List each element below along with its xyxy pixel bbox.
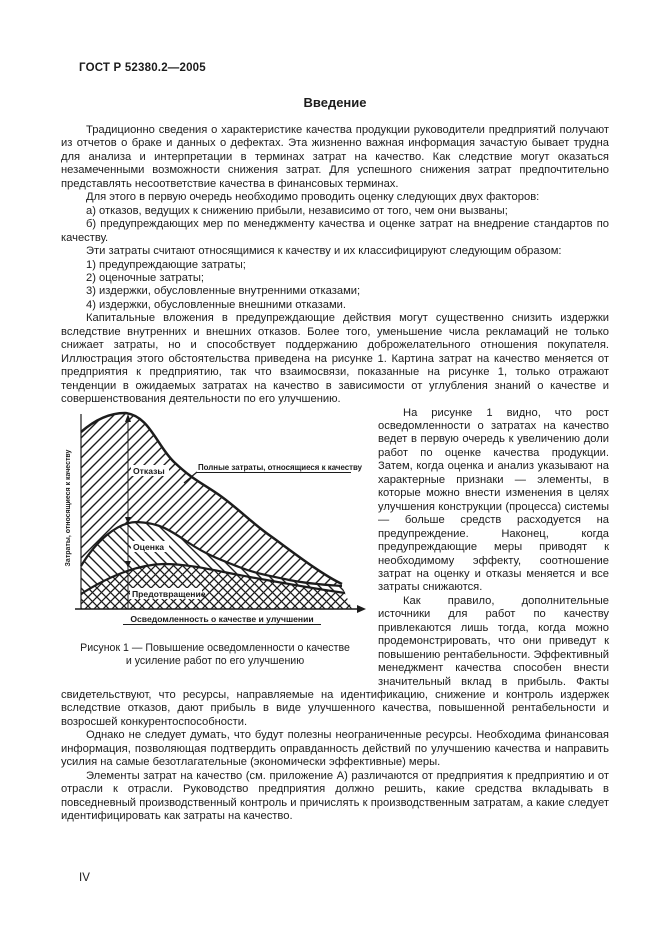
quality-costs-chart — [61, 408, 367, 636]
chart-x-axis-label: Осведомленность о качестве и улучшении — [130, 613, 314, 624]
body-paragraph: Капитальные вложения в предупреждающие действия могут существенно снизить издержки вследствие внутренних и внешних отказов. Более того, уменьшение числа рекламаций не только снижает затраты, но и способствует поддержанию доброжелательного отношения покупателя. Иллюстрация этого обстоятельства приведена на рисунке 1. Картина затрат на качество меняется от предприятия к предприятию, так что взаимосвязи, показанные на рисунке 1, только отражают тенденции в ожидаемых затратах на качество в зависимости от углубления знаний о качестве и совершенствования деятельности по его улучшению. — [61, 312, 609, 406]
page-number: IV — [79, 872, 90, 884]
list-item-number: 1) предупреждающие затраты; — [86, 258, 246, 271]
figure-caption — [61, 642, 369, 668]
chart-y-axis-label: Затраты, относящиеся к качеству — [65, 449, 72, 566]
list-item-letter: б) предупреждающих мер по менеджменту качества и оценке затрат на внедрение стандартов по качеству. — [61, 218, 609, 244]
body-paragraph: Однако не следует думать, что будут полезны неограниченные ресурсы. Необходима финансовая информация, позволяющая подтвердить оправданность действий по улучшению качества и направить усилия на самые безотлагательные (экономически эффективные) меры. — [61, 729, 609, 769]
body-paragraph: На рисунке 1 видно, что рост осведомленности о затратах на качество ведет в первую очередь к увеличению доли работ по оценке качества продукции. Затем, когда оценка и анализ указывают на характерные признаки — элементы, в которые можно внести изменения в целях улучшения конструкции (процесса) системы — больше средств расходуется на предупреждение. Наконец, когда предупреждающие меры приводят к необходимому эффекту, соотношение затрат на оценку и отказы меняется и все затраты снижаются. — [378, 406, 609, 594]
failures-label: Отказы — [133, 465, 165, 476]
figure-1 — [61, 408, 369, 678]
body-paragraph: Для этого в первую очередь необходимо проводить оценку следующих двух факторов: — [86, 191, 540, 204]
list-item-letter: а) отказов, ведущих к снижению прибыли, независимо от того, чем они вызваны; — [86, 204, 508, 217]
total-costs-label: Полные затраты, относящиеся к качеству — [198, 462, 363, 472]
list-item-number: 3) издержки, обусловленные внутренними отказами; — [86, 285, 361, 298]
figure-caption-line1: Рисунок 1 — Повышение осведомленности о качестве — [80, 641, 350, 654]
standard-designation: ГОСТ Р 52380.2—2005 — [79, 62, 206, 74]
figure-caption-line2: и усиление работ по его улучшению — [125, 654, 305, 667]
prevention-label: Предотвращение — [132, 588, 206, 599]
body-paragraph: Традиционно сведения о характеристике качества продукции руководители предприятий получают из отчетов о браке и данных о дефектах. Эта жизненно важная информация зачастую бывает трудна для анализа и интерпретации в терминах затрат на качество. Как следствие могут оказаться незамеченными возможности снижения затрат. Для успешного снижения затрат предпочтительно представлять несоответствие качества в финансовых терминах. — [61, 124, 609, 190]
body-paragraph: Как правило, дополнительные источники для работ по качеству привлекаются лишь тогда, когда можно продемонстрировать, что они приведут к повышению рентабельности. Эффективный менеджмент качества способен внести значительный вклад в прибыль. Факты свидетельствуют, что ресурсы, направляемые на идентификацию, снижение и контроль издержек вследствие отказов, дают прибыль в виде улучшенного качества, повышенной рентабельности и возросшей конкурентоспособности. — [61, 594, 609, 728]
page-content — [61, 62, 609, 824]
list-item-number: 4) издержки, обусловленные внешними отказами. — [86, 298, 347, 311]
x-axis-arrow-icon — [357, 605, 366, 613]
section-title: Введение — [303, 95, 367, 110]
list-item-number: 2) оценочные затраты; — [86, 271, 205, 284]
appraisal-label: Оценка — [133, 541, 165, 552]
body-paragraph: Эти затраты считают относящимися к качеству и их классифицируют следующим образом: — [86, 245, 562, 258]
body-paragraph: Элементы затрат на качество (см. приложение А) различаются от предприятия к предприятию и от отрасли к отрасли. Руководство предприятия должно решить, какие средства вкладывать в повседневный производственный контроль и причислять к производственным затратам, а какие следует идентифицировать как затраты на качество. — [61, 769, 609, 823]
